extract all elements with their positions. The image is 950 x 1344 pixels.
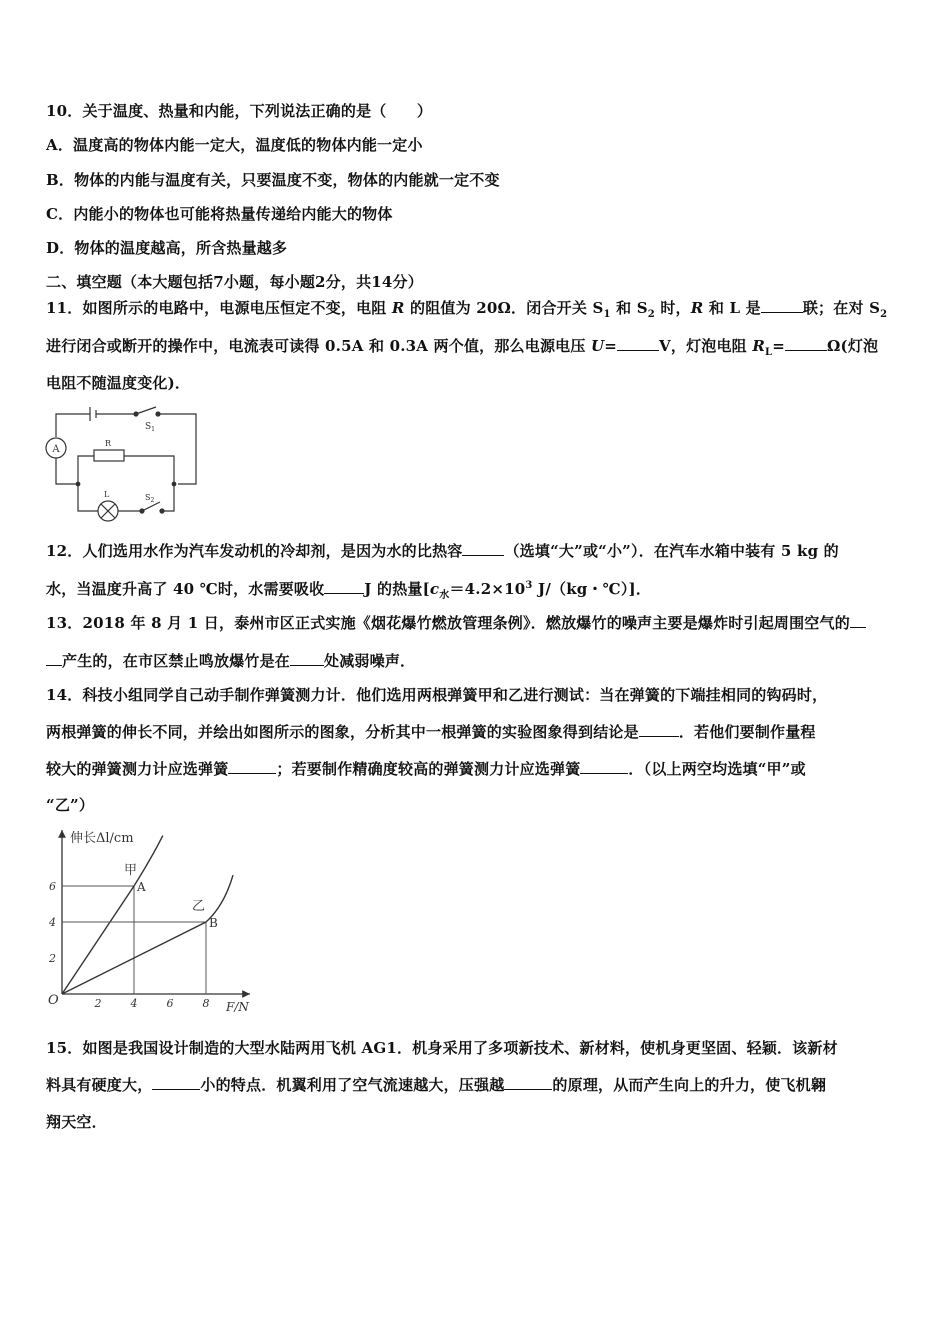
q15-blank-1[interactable]: [152, 1075, 200, 1090]
q12-line1: 12．人们选用水作为汽车发动机的冷却剂，是因为水的比热容 （选填“大”或“小”）．在汽车水箱中装有 5 kg 的: [46, 542, 839, 560]
q15-line2: 料具有硬度大， 小的特点．机翼利用了空气流速越大，压强越 的原理，从而产生向上的升力，使飞机翱: [46, 1076, 827, 1094]
s2-label: $S_2$: [145, 493, 155, 504]
q10-option-a: A．温度高的物体内能一定大，温度低的物体内能一定小: [46, 136, 423, 154]
point-label-B: B: [209, 916, 218, 930]
series-line-1: [62, 875, 233, 994]
q13-line2: 产生的，在市区禁止鸣放爆竹是在 处减弱噪声．: [46, 650, 415, 671]
series-label-1: 乙: [192, 899, 206, 914]
x-tick-8: 8: [202, 997, 210, 1010]
resistor-r: [94, 450, 124, 461]
q12-blank-2[interactable]: [324, 579, 364, 594]
q14-line3: 较大的弹簧测力计应选弹簧 ；若要制作精确度较高的弹簧测力计应选弹簧 ．（以上两空均选填“甲”或: [46, 760, 806, 778]
x-tick-6: 6: [166, 997, 174, 1010]
y-axis-label: 伸长Δl/cm: [70, 831, 134, 846]
q13-line1: 13．2018 年 8 月 1 日，泰州市区正式实施《烟花爆竹燃放管理条例》．燃放爆竹的噪声主要是爆炸时引起周围空气的: [46, 612, 866, 633]
q10-option-c: C．内能小的物体也可能将热量传递给内能大的物体: [46, 205, 393, 223]
s1-label: $S_1$: [145, 422, 155, 433]
q15-blank-2[interactable]: [504, 1075, 552, 1090]
spring-chart: [40, 822, 270, 1022]
y-tick-6: 6: [49, 880, 56, 893]
q14-line2: 两根弹簧的伸长不同，并绘出如图所示的图象，分析其中一根弹簧的实验图象得到结论是 ．若他们要制作量程: [46, 723, 816, 741]
series-label-0: 甲: [124, 863, 138, 878]
q14-blank-1[interactable]: [639, 722, 679, 737]
resistor-label: R: [105, 439, 112, 448]
q11-blank-2[interactable]: [617, 336, 659, 351]
q14-blank-3[interactable]: [580, 759, 628, 774]
y-tick-2: 2: [49, 952, 56, 965]
q15-line3: 翔天空．: [46, 1113, 107, 1131]
x-tick-4: 4: [130, 997, 138, 1010]
q13-blank-1b[interactable]: [46, 651, 62, 666]
lamp-label: L: [104, 490, 110, 499]
q11-line2: 进行闭合或断开的操作中，电流表可读得 0.5A 和 0.3A 两个值，那么电源电压 U= V，灯泡电阻 $R_L= \Omega$(灯泡: [46, 337, 879, 358]
q12-line2: 水，当温度升高了 40 ℃时，水需要吸收 J 的热量[$c_水=4.2\times 10^3$ J/（kg・℃）]．: [46, 580, 652, 601]
origin-label: O: [48, 993, 59, 1008]
x-axis-label: F/N: [226, 1000, 249, 1014]
point-label-A: A: [137, 880, 146, 894]
q12-blank-1[interactable]: [462, 541, 504, 556]
q11-line1: 11．如图所示的电路中，电源电压恒定不变，电阻 R 的阻值为 20Ω．闭合开关 $S_1$ 和 $S_2$ 时，R 和 L 是 联；在对 $S_2$: [46, 299, 888, 320]
q10-stem: 10．关于温度、热量和内能，下列说法正确的是（ ）: [46, 102, 433, 120]
q10-option-b: B．物体的内能与温度有关，只要温度不变，物体的内能就一定不变: [46, 171, 500, 189]
circuit-diagram: [44, 404, 204, 524]
q14-line1: 14．科技小组同学自己动手制作弹簧测力计．他们选用两根弹簧甲和乙进行测试：当在弹簧的下端挂相同的钩码时，: [46, 686, 828, 704]
y-tick-4: 4: [49, 916, 56, 929]
wire: [56, 414, 90, 437]
section-heading: 二、填空题（本大题包括7小题，每小题2分，共14分）: [46, 273, 423, 291]
q14-blank-2[interactable]: [228, 759, 276, 774]
q13-blank-2[interactable]: [290, 651, 324, 666]
q11-line3: 电阻不随温度变化)．: [46, 374, 191, 392]
x-tick-2: 2: [94, 997, 102, 1010]
q13-blank-1a[interactable]: [850, 613, 866, 628]
q10-option-d: D．物体的温度越高，所含热量越多: [46, 239, 288, 257]
q15-line1: 15．如图是我国设计制造的大型水陆两用飞机 AG1．机身采用了多项新技术、新材料，使机身更坚固、轻颖．该新材: [46, 1039, 838, 1057]
q14-line4: “乙”）: [46, 796, 95, 814]
series-line-0: [62, 836, 163, 994]
ammeter-label: A: [52, 444, 60, 455]
q11-blank-1[interactable]: [761, 298, 803, 313]
switch-s1-blade: [136, 407, 156, 414]
q11-blank-3[interactable]: [785, 336, 827, 351]
